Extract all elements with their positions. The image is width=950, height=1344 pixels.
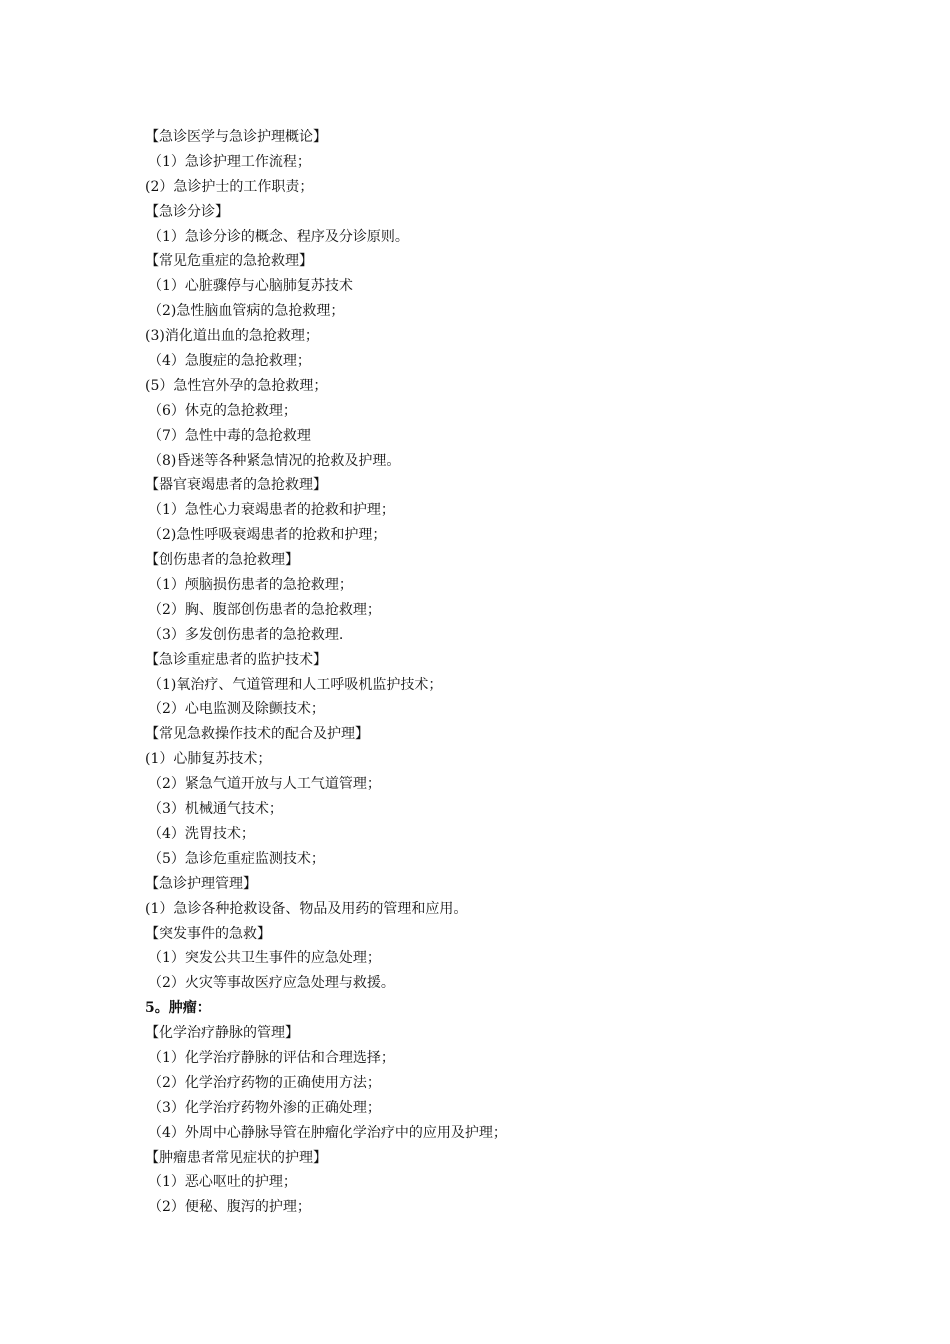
section-heading: 【肿瘤患者常见症状的护理】 — [145, 1149, 327, 1166]
section-heading: 【常见急救操作技术的配合及护理】 — [145, 726, 369, 743]
section-heading: 【急诊护理管理】 — [145, 875, 257, 892]
list-item: （2)急性呼吸衰竭患者的抢救和护理； — [148, 527, 387, 544]
list-item: （1)氧治疗、气道管理和人工呼吸机监护技术； — [148, 676, 443, 693]
list-item: （1）急性心力衰竭患者的抢救和护理； — [148, 502, 395, 519]
list-item: （2）心电监测及除颤技术； — [148, 701, 325, 718]
section-heading: 【创伤患者的急抢救理】 — [145, 552, 299, 569]
section-heading: 【急诊医学与急诊护理概论】 — [145, 129, 327, 145]
list-item: （3）机械通气技术； — [148, 801, 283, 818]
list-item: （2)急性脑血管病的急抢救理； — [148, 303, 345, 320]
section-heading: 【急诊分诊】 — [145, 203, 229, 220]
section-heading: 【化学治疗静脉的管理】 — [145, 1025, 299, 1042]
list-item: (1）急诊各种抢救设备、物品及用药的管理和应用。 — [145, 900, 468, 917]
list-item: （1）颅脑损伤患者的急抢救理； — [148, 577, 353, 594]
list-item: （7）急性中毒的急抢救理 — [148, 427, 311, 444]
list-item: （5）急诊危重症监测技术； — [148, 850, 325, 867]
list-item: （8)昏迷等各种紧急情况的抢救及护理。 — [148, 452, 401, 469]
list-item: (5）急性宫外孕的急抢救理； — [145, 377, 328, 394]
chapter-heading: 5。肿瘤： — [145, 1000, 211, 1017]
list-item: (1）心肺复苏技术； — [145, 751, 272, 768]
list-item: （4）急腹症的急抢救理； — [148, 353, 311, 370]
list-item: (3)消化道出血的急抢救理； — [145, 328, 319, 345]
list-item: (2）急诊护士的工作职责； — [145, 178, 314, 195]
list-item: （2）火灾等事故医疗应急处理与救援。 — [148, 975, 395, 992]
list-item: （2）便秘、腹泻的护理； — [148, 1199, 311, 1216]
text-body — [145, 125, 865, 1220]
list-item: （1）急诊护理工作流程； — [148, 153, 311, 170]
list-item: （3）多发创伤患者的急抢救理. — [148, 626, 344, 643]
list-item: （1）突发公共卫生事件的应急处理； — [148, 950, 381, 967]
list-item: （1）化学治疗静脉的评估和合理选择； — [148, 1049, 395, 1066]
section-heading: 【器官衰竭患者的急抢救理】 — [145, 477, 327, 494]
section-heading: 【常见危重症的急抢救理】 — [145, 253, 313, 270]
list-item: （1）心脏骤停与心脑肺复苏技术 — [148, 278, 353, 295]
list-item: （1）急诊分诊的概念、程序及分诊原则。 — [148, 228, 409, 245]
list-item: （3）化学治疗药物外渗的正确处理； — [148, 1099, 381, 1116]
list-item: （4）洗胃技术； — [148, 825, 255, 842]
section-heading: 【急诊重症患者的监护技术】 — [145, 651, 327, 668]
list-item: （1）恶心呕吐的护理； — [148, 1174, 297, 1191]
list-item: （2）紧急气道开放与人工气道管理； — [148, 776, 381, 793]
list-item: （2）化学治疗药物的正确使用方法； — [148, 1074, 381, 1091]
list-item: （4）外周中心静脉导管在肿瘤化学治疗中的应用及护理； — [148, 1124, 507, 1141]
list-item: （6）休克的急抢救理； — [148, 402, 297, 419]
section-heading: 【突发事件的急救】 — [145, 925, 271, 942]
list-item: （2）胸、腹部创伤患者的急抢救理； — [148, 601, 381, 618]
